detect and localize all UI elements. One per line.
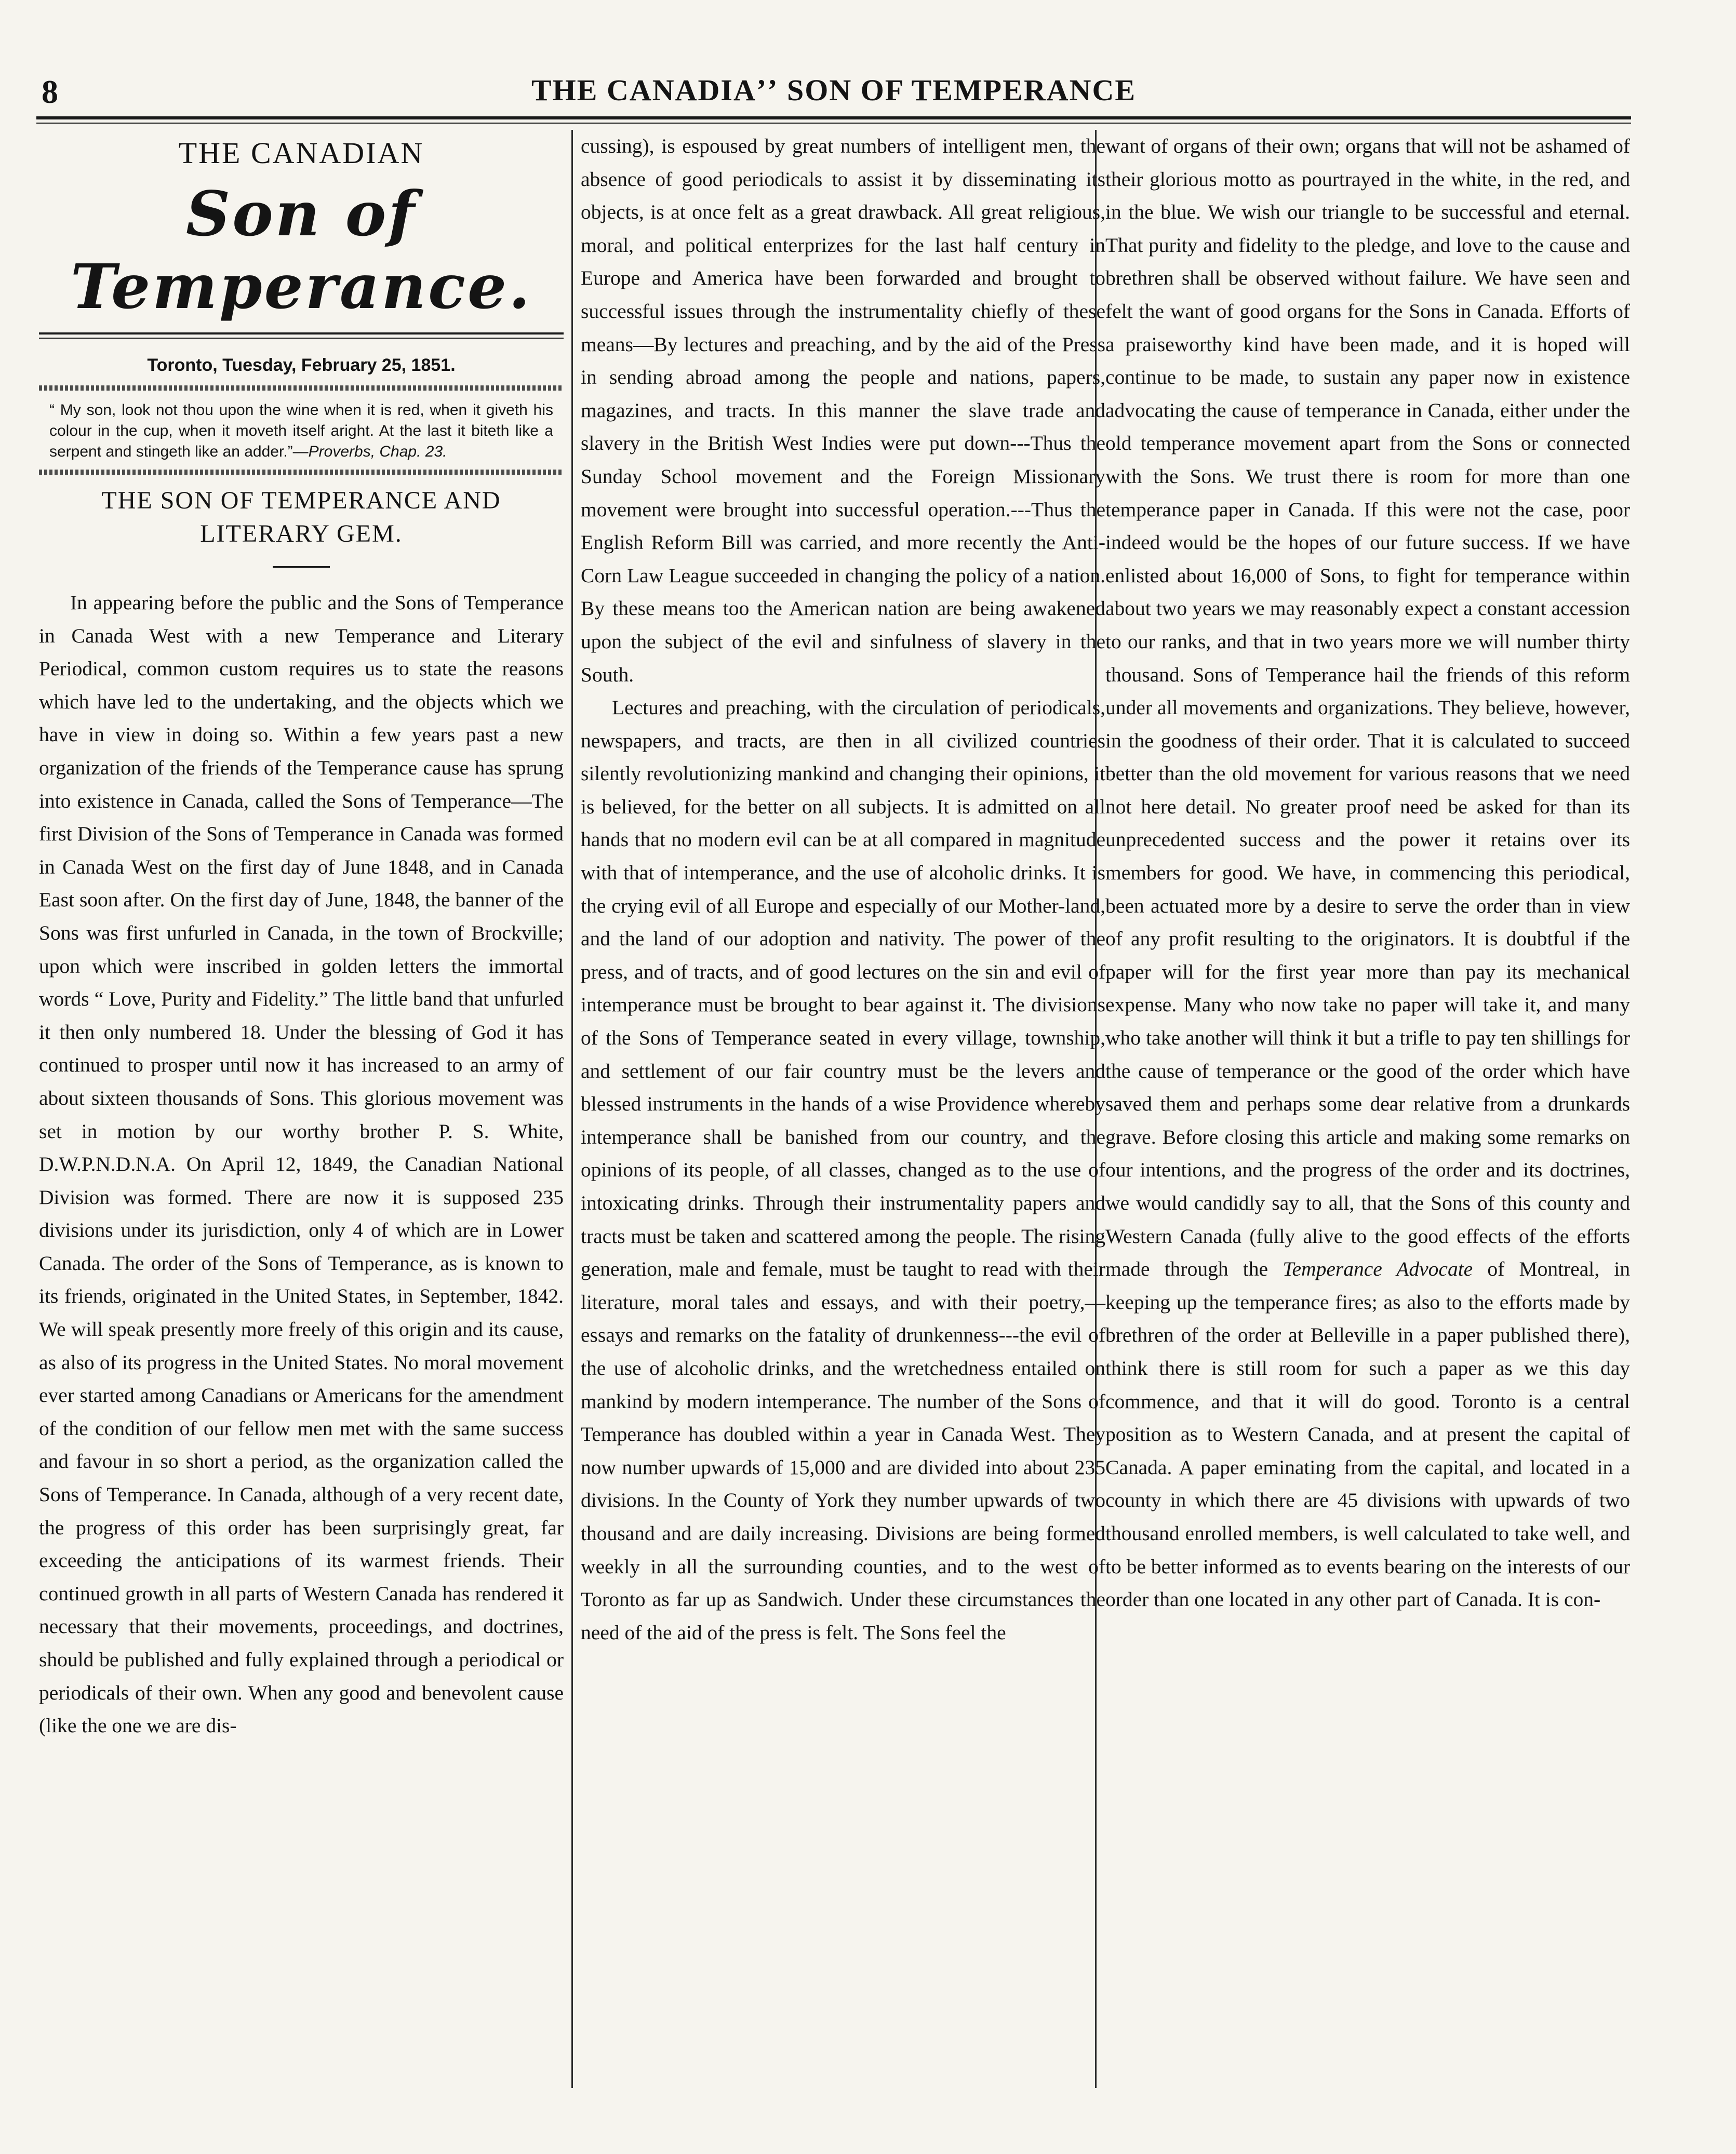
publication-name: Temperance Advocate <box>1283 1257 1473 1281</box>
motto-source: Proverbs, Chap. 23. <box>308 443 447 460</box>
page-header <box>36 73 1631 114</box>
column-middle <box>581 130 1105 1649</box>
paragraph-text: of Montreal, in keeping up the temperance fires; as also to the efforts made by brethren of the order at Belleville in a paper published there), think there is still room for such a paper as we this day commence, and that it will do good. Toronto is a central position as to Western Canada, and at present the capital of Canada. A paper eminating from the capital, and located in a county in which there are 45 divisions with upwards of two thousand enrolled members, is well calculated to take well, and to be better informed as to events bearing on the interests of our order than one located in any other part of Canada. It is con- <box>1105 1257 1631 1611</box>
masthead-title: THE CANADIAN <box>178 136 424 170</box>
column-divider <box>571 130 573 2088</box>
article-paragraph <box>1105 130 1630 1616</box>
dateline: Toronto, Tuesday, February 25, 1851. <box>147 355 456 375</box>
column-left <box>39 130 564 1743</box>
article-paragraph: In appearing before the public and the Sons of Temperance in Canada West with a new Temperance and Literary Periodical, common custom requires us to state the reasons which have led to the undertaking, and the objects which we have in view in doing so. Within a few years past a new organization of the friends of the Temperance cause has sprung into existence in Canada, called the Sons of Temperance—The first Division of the Sons of Temperance in Canada was formed in Canada West on the first day of June 1848, and in Canada East soon after. On the first day of June, 1848, the banner of the Sons was first unfurled in Canada, in the town of Brockville; upon which were inscribed in golden letters the immortal words “ Love, Purity and Fidelity.” The little band that unfurled it then only numbered 18. Under the blessing of God it has continued to prosper until now it has increased to an army of about sixteen thousands of Sons. This glorious movement was set in motion by our worthy brother P. S. White, D.W.P.N.D.N.A. On April 12, 1849, the Canadian National Division was formed. There are now it is supposed 235 divisions under its jurisdiction, only 4 of which are in Lower Canada. The order of the Sons of Temperance, as is known to its friends, originated in the United States, in September, 1842. We will speak presently more freely of this origin and its cause, as also of its progress in the United States. No moral movement ever started among Canadians or Americans for the amendment of the condition of our fellow men met with the same success and favour in so short a period, as the organization called the Sons of Temperance. In Canada, although of a very recent date, the progress of this order has been surprisingly great, far exceeding the anticipations of its warmest friends. Their continued growth in all parts of Western Canada has rendered it necessary that their movements, proceedings, and doctrines, should be published and fully explained through a periodical or periodicals of their own. When any good and benevolent cause (like the one we are dis- <box>39 591 564 1737</box>
running-title: THE CANADIAʼʼ SON OF TEMPERANCE <box>531 73 1137 107</box>
motto-text: “ My son, look not thou upon the wine when it is red, when it giveth his colour in the cup, when it moveth itself aright. At the last it biteth like a serpent and stingeth like an adder.” <box>49 402 553 460</box>
page-number: 8 <box>42 73 58 110</box>
paragraph-text: want of organs of their own; organs that will not be ashamed of their glorious motto as pourtrayed in the white, in the red, and in the blue. We wish our triangle to be successful and eternal. That purity and fidelity to the pledge, and love to the cause and brethren shall be observed without failure. We have seen and felt the want of good organs for the Sons in Canada. Efforts of a praiseworthy kind have been made, and it is hoped will continue to be made, to sustain any paper now in existence advocating the cause of temperance in Canada, either under the old temperance movement apart from the Sons or connected with the Sons. We trust there is room for more than one temperance paper in Canada. If this were not the case, poor indeed would be the hopes of our future success. If we have enlisted about 16,000 of Sons, to fight for temperance within about two years we may reasonably expect a constant accession to our ranks, and that in two years more we will number thirty thousand. Sons of Temperance hail the friends of this reform under all movements and organizations. They believe, however, in the goodness of their order. That it is calculated to succeed better than the old movement for various reasons that we need not here detail. No greater proof need be asked for than its unprecedented success and the power it retains over its members for good. We have, in commencing this periodical, been actuated more by a desire to serve the order than in view of any profit resulting to the originators. It is doubtful if the paper will for the first year more than pay its mechanical expense. Many who now take no paper will take it, and many who take another will think it but a trifle to pay ten shillings for the cause of temperance or the good of the order which have saved them and perhaps some dear relative from a drunkards grave. Before closing this article and making some remarks on our intentions, and the progress of the order and its doctrines, we would candidly say to all, that the Sons of this county and Western Canada (fully alive to the good effects of the efforts made through the <box>1105 135 1630 1281</box>
masthead-rule <box>39 332 564 335</box>
ornamental-rule <box>39 470 564 475</box>
ornamental-rule <box>39 385 564 391</box>
header-rule-thin <box>36 123 1631 124</box>
article-title: THE SON OF TEMPERANCE AND LITERARY GEM. <box>101 487 501 547</box>
masthead-gothic-title: Son of Temperance. <box>70 178 532 323</box>
article-paragraph: Lectures and preaching, with the circulation of periodicals, newspapers, and tracts, are then in all civilized countries silently revolutionizing mankind and changing their opinions, it is believed, for the better on all subjects. It is admitted on all hands that no modern evil can be at all compared in magnitude with that of intemperance, and the use of alcoholic drinks. It is the crying evil of all Europe and especially of our Mother-land, and the land of our adoption and nativity. The power of the press, and of tracts, and of good lectures on the sin and evil of intemperance must be brought to bear against it. The divisions of the Sons of Temperance seated in every village, township, and settlement of our fair country must be the levers and blessed instruments in the hands of a wise Providence whereby intemperance shall be banished from our country, and the opinions of its people, of all classes, changed as to the use of intoxicating drinks. Through their instrumentality papers and tracts must be taken and scattered among the people. The rising generation, male and female, must be taught to read with their literature, moral tales and essays, and with their poetry,—essays and remarks on the fatality of drunkenness---the evil of the use of alcoholic drinks, and the wretchedness entailed on mankind by modern intemperance. The number of the Sons of Temperance has doubled within a year in Canada West. They now number upwards of 15,000 and are divided into about 235 divisions. In the County of York they number upwards of two thousand and are daily increasing. Divisions are being formed weekly in all the surrounding counties, and to the west of Toronto as far up as Sandwich. Under these circumstances the need of the aid of the press is felt. The Sons feel the <box>581 696 1105 1644</box>
motto-quote: “ My son, look not thou upon the wine when it is red, when it giveth his colour in the cup, when it moveth itself aright. At the last it biteth like a serpent and stingeth like an adder.”—Proverbs, Chap. 23. <box>49 402 553 460</box>
header-rule <box>36 116 1631 119</box>
title-rule <box>273 566 330 568</box>
article-paragraph: cussing), is espoused by great numbers of intelligent men, the absence of good periodicals to assist it by disseminating its objects, is at once felt as a great drawback. All great religious, moral, and political enterprizes for the last half century in Europe and America have been forwarded and brought to successful issues through the instrumentality chiefly of these means—By lectures and preaching, and by the aid of the Press in sending abroad among the people and nations, papers, magazines, and tracts. In this manner the slave trade and slavery in the British West Indies were put down---Thus the Sunday School movement and the Foreign Missionary movement were brought into successful operation.---Thus the English Reform Bill was carried, and more recently the Anti-Corn Law League succeeded in changing the policy of a nation. By these means too the American nation are being awakened upon the subject of the evil and sinfulness of slavery in the South. <box>581 135 1105 686</box>
column-right <box>1105 130 1630 1616</box>
masthead-rule-thin <box>39 338 564 339</box>
